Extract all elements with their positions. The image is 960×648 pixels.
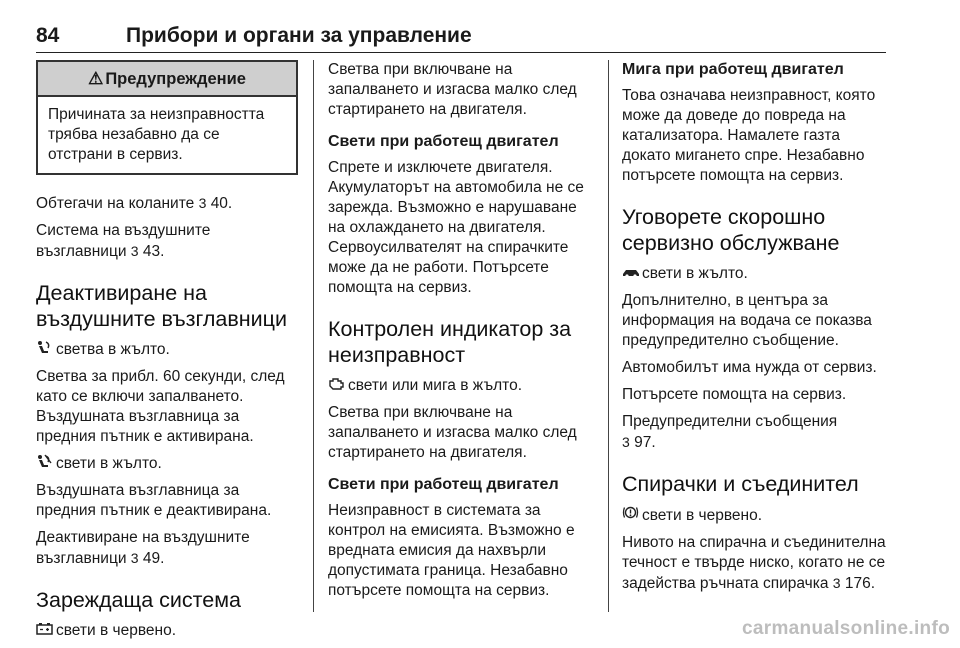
watermark: carmanualsonline.info xyxy=(742,618,950,639)
page-title: Прибори и органи за управление xyxy=(126,24,472,47)
paragraph-airbag-on: Светва за прибл. 60 секунди, след като се включи запалването. Въздушната възглавница за предния пътник е активирана. xyxy=(36,368,285,445)
paragraph-brake-fluid xyxy=(622,533,888,594)
status-text: свети в червено. xyxy=(56,622,177,639)
status-line xyxy=(36,454,298,474)
page-number: 84 xyxy=(36,24,60,47)
column-right xyxy=(622,60,888,601)
subheading-flashing: Мига при работещ двигател xyxy=(622,61,844,78)
header-divider xyxy=(36,52,886,53)
paragraph-text: Предупредителни съобщения xyxy=(622,413,838,430)
brake-icon xyxy=(622,505,642,526)
section-heading-brakes: Спирачки и съединител xyxy=(622,472,859,496)
section-heading-service: Уговорете скорошно сервизно обслужване xyxy=(622,205,840,255)
paragraph-charging-on: Светва при включване на запалването и изгасва малко след стартирането на двигателя. xyxy=(328,61,577,118)
paragraph-text: Система на въздушните възглавници xyxy=(36,222,211,260)
paragraph-airbag-deactivation xyxy=(36,528,298,569)
paragraph-seek-service: Потърсете помощта на сервиз. xyxy=(622,386,847,403)
column-left xyxy=(36,60,298,648)
paragraph-service-needed: Автомобилът има нужда от сервиз. xyxy=(622,359,877,376)
paragraph-warning-messages xyxy=(622,412,888,453)
status-line xyxy=(622,264,888,284)
status-text: светва в жълто. xyxy=(56,341,170,358)
status-text: свети или мига в жълто. xyxy=(348,377,523,394)
paragraph-text: Нивото на спирачна и съединителна течност е твърде ниско, когато не се задейства ръчната спирачка xyxy=(622,534,886,592)
warning-box xyxy=(36,60,298,175)
airbag-on-icon xyxy=(36,340,56,360)
warning-heading-text: Предупреждение xyxy=(105,70,246,88)
paragraph-mil-fault: Неизправност в системата за контрол на емисията. Възможно е вредната емисия да нахвърли допустимата граница. Незабавно потърсете помощта на сервиз. xyxy=(328,502,575,599)
paragraph-flashing: Това означава неизправност, която може да доведе до повреда на катализатора. Намалете газта докато мигането спре. Незабавно потърсете помощта на сервиз. xyxy=(622,87,876,184)
column-divider xyxy=(608,60,609,612)
warning-triangle-icon: ⚠ xyxy=(88,69,104,88)
page-ref-link[interactable]: 49. xyxy=(142,550,165,567)
status-line xyxy=(36,340,298,360)
page-ref-arrow-icon: 3 xyxy=(130,550,139,566)
column-divider xyxy=(313,60,314,612)
status-text: свети в червено. xyxy=(642,507,763,524)
page-ref-link[interactable]: 43. xyxy=(142,243,165,260)
paragraph-charging-fault: Спрете и изключете двигателя. Акумулаторът на автомобила не се зарежда. Възможно е нарушаване на охлаждането на двигателя. Сервоусилвателят на спирачките може да не работи. Потърсете помощта на сервиз. xyxy=(328,159,584,296)
status-line xyxy=(622,505,888,526)
paragraph-airbag-system xyxy=(36,221,298,262)
section-heading-malfunction-indicator: Контролен индикатор за неизправност xyxy=(328,317,572,367)
paragraph-mil-on: Светва при включване на запалването и изгасва малко след стартирането на двигателя. xyxy=(328,404,577,461)
status-text: свети в жълто. xyxy=(642,265,748,282)
status-line xyxy=(36,621,298,641)
warning-text: Причината за неизправността трябва незабавно да се отстрани в сервиз. xyxy=(48,106,265,163)
paragraph-text: Обтегачи на коланите xyxy=(36,195,195,212)
page-ref-link[interactable]: 176. xyxy=(844,575,876,592)
page-ref-arrow-icon: 3 xyxy=(622,434,630,450)
battery-icon xyxy=(36,621,56,641)
subheading-engine-running: Свети при работещ двигател xyxy=(328,133,559,150)
page-header xyxy=(36,22,886,52)
page-ref-link[interactable]: 97. xyxy=(634,434,656,451)
paragraph-service-info: Допълнително, в центъра за информация на водача се показва предупредително съобщение. xyxy=(622,292,872,349)
airbag-off-icon xyxy=(36,454,56,474)
engine-check-icon xyxy=(328,376,348,396)
section-heading-charging-system: Зареждаща система xyxy=(36,588,241,612)
column-middle xyxy=(328,60,598,608)
wrench-car-icon xyxy=(622,264,642,284)
paragraph-belt-tensioners xyxy=(36,193,298,214)
status-text: свети в жълто. xyxy=(56,455,162,472)
paragraph-text: Деактивиране на въздушните възглавници xyxy=(36,529,250,567)
status-line xyxy=(328,376,598,396)
page-ref-arrow-icon: 3 xyxy=(832,575,841,591)
section-heading-airbag-deactivation: Деактивиране на въздушните възглавници xyxy=(36,281,287,331)
page-ref-link[interactable]: 40. xyxy=(210,195,233,212)
subheading-engine-running: Свети при работещ двигател xyxy=(328,476,559,493)
paragraph-airbag-off: Въздушната възглавница за предния пътник е деактивирана. xyxy=(36,482,272,519)
page-ref-arrow-icon: 3 xyxy=(198,195,207,211)
warning-heading xyxy=(38,62,296,97)
page-ref-arrow-icon: 3 xyxy=(130,243,139,259)
